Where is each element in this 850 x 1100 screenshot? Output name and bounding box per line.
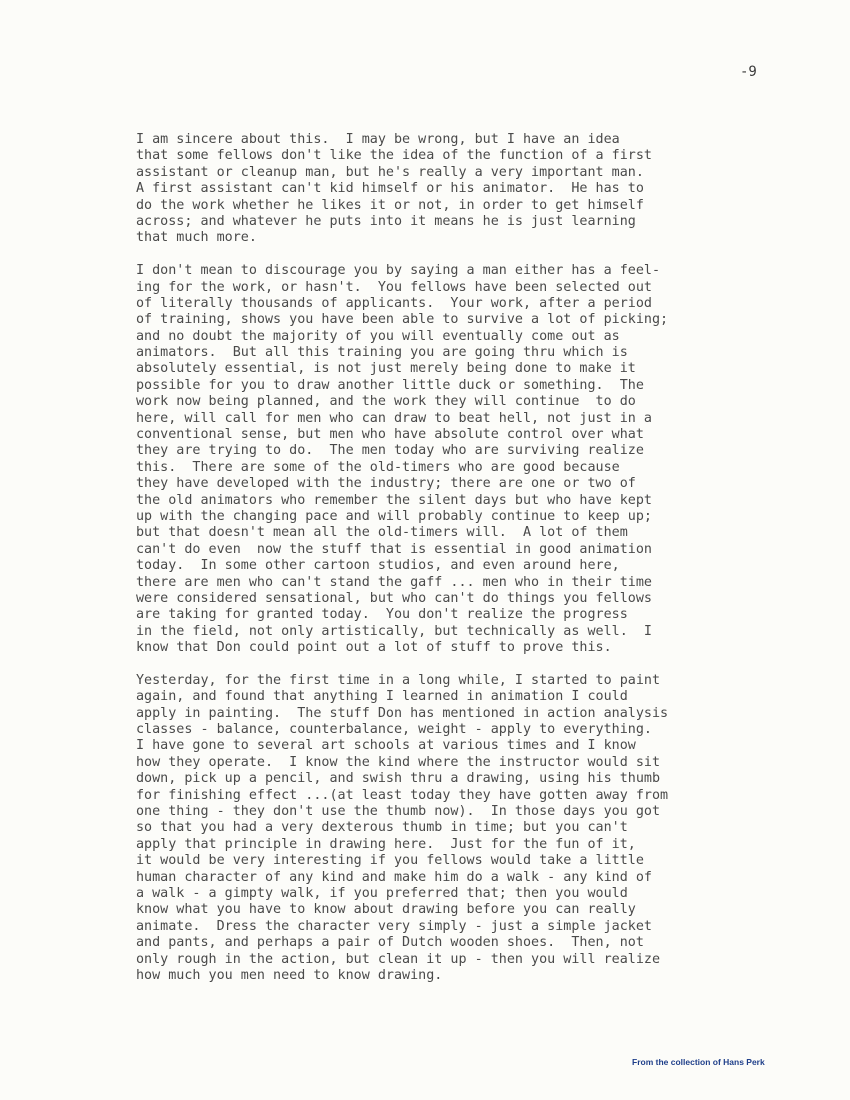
text-line: apply in painting. The stuff Don has mentioned in action analysis <box>136 705 669 721</box>
text-line: they have developed with the industry; there are one or two of <box>136 476 636 492</box>
text-line: human character of any kind and make him do a walk - any kind of <box>136 869 652 885</box>
text-line: work now being planned, and the work they will continue to do <box>136 394 636 410</box>
text-line: I am sincere about this. I may be wrong, but I have an idea <box>136 132 620 147</box>
text-line: animators. But all this training you are going thru which is <box>136 345 628 361</box>
text-line: I have gone to several art schools at various times and I know <box>136 738 636 754</box>
text-line: I don't mean to discourage you by saying a man either has a feel- <box>136 263 661 279</box>
collection-credit: From the collection of Hans Perk <box>632 1057 765 1067</box>
text-line: today. In some other cartoon studios, and even around here, <box>136 558 620 574</box>
text-line: know what you have to know about drawing before you can really <box>136 902 636 918</box>
paragraph <box>136 132 816 247</box>
text-line: that some fellows don't like the idea of the function of a first <box>136 148 652 164</box>
text-line: in the field, not only artistically, but technically as well. I <box>136 623 652 639</box>
text-line: conventional sense, but men who have absolute control over what <box>136 427 644 443</box>
text-line: that much more. <box>136 230 257 246</box>
text-line: up with the changing pace and will probably continue to keep up; <box>136 508 652 524</box>
text-line: apply that principle in drawing here. Just for the fun of it, <box>136 836 636 852</box>
text-line: do the work whether he likes it or not, in order to get himself <box>136 197 644 213</box>
paragraph <box>136 673 816 984</box>
paragraph <box>136 263 816 656</box>
text-line: they are trying to do. The men today who are surviving realize <box>136 443 644 459</box>
text-line: it would be very interesting if you fellows would take a little <box>136 853 644 869</box>
text-line: there are men who can't stand the gaff ... men who in their time <box>136 574 652 590</box>
text-line: across; and whatever he puts into it means he is just learning <box>136 213 636 229</box>
text-line: one thing - they don't use the thumb now). In those days you got <box>136 804 661 820</box>
typed-body-text <box>136 132 816 984</box>
text-line: of literally thousands of applicants. Your work, after a period <box>136 295 652 311</box>
text-line: the old animators who remember the silent days but who have kept <box>136 492 652 508</box>
text-line: classes - balance, counterbalance, weight - apply to everything. <box>136 722 652 738</box>
text-line: absolutely essential, is not just merely being done to make it <box>136 361 636 377</box>
text-line: were considered sensational, but who can't do things you fellows <box>136 590 652 606</box>
text-line: this. There are some of the old-timers who are good because <box>136 459 620 475</box>
text-line: how much you men need to know drawing. <box>136 967 443 983</box>
text-line: A first assistant can't kid himself or his animator. He has to <box>136 181 644 197</box>
text-line: animate. Dress the character very simply - just a simple jacket <box>136 918 652 934</box>
text-line: so that you had a very dexterous thumb in time; but you can't <box>136 820 628 836</box>
text-line: and no doubt the majority of you will eventually come out as <box>136 328 620 344</box>
text-line: and pants, and perhaps a pair of Dutch wooden shoes. Then, not <box>136 935 644 951</box>
text-line: for finishing effect ...(at least today they have gotten away from <box>136 787 669 803</box>
text-line: Yesterday, for the first time in a long while, I started to paint <box>136 672 661 688</box>
text-line: only rough in the action, but clean it up - then you will realize <box>136 951 661 967</box>
text-line: but that doesn't mean all the old-timers will. A lot of them <box>136 525 628 541</box>
text-line: assistant or cleanup man, but he's really a very important man. <box>136 164 644 180</box>
text-line: down, pick up a pencil, and swish thru a drawing, using his thumb <box>136 771 661 787</box>
text-line: possible for you to draw another little duck or something. The <box>136 377 644 393</box>
text-line: ing for the work, or hasn't. You fellows have been selected out <box>136 279 652 295</box>
text-line: a walk - a gimpty walk, if you preferred that; then you would <box>136 885 628 901</box>
text-line: can't do even now the stuff that is essential in good animation <box>136 541 652 557</box>
page-number: -9 <box>740 64 757 80</box>
text-line: know that Don could point out a lot of stuff to prove this. <box>136 640 612 656</box>
text-line: how they operate. I know the kind where the instructor would sit <box>136 754 661 770</box>
text-line: here, will call for men who can draw to beat hell, not just in a <box>136 410 652 426</box>
text-line: again, and found that anything I learned in animation I could <box>136 689 628 705</box>
text-line: of training, shows you have been able to survive a lot of picking; <box>136 312 669 328</box>
text-line: are taking for granted today. You don't realize the progress <box>136 607 628 623</box>
